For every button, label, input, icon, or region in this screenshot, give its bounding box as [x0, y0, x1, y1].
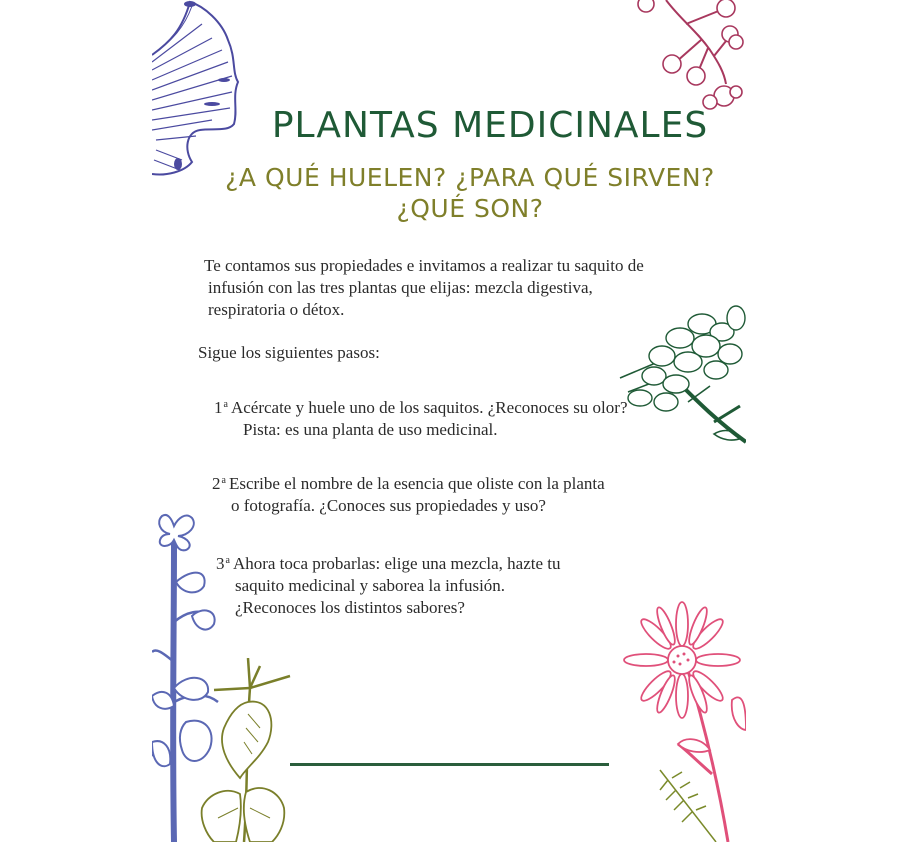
- step-text-line: Acércate y huele uno de los saquitos. ¿Reconoces su olor?: [230, 398, 628, 417]
- pink-flower-branch-illustration: [626, 0, 746, 115]
- subtitle-line-1: ¿A QUÉ HUELEN? ¿PARA QUÉ SIRVEN?: [225, 163, 715, 192]
- step-text-line: Escribe el nombre de la esencia que oliste con la planta: [228, 474, 605, 493]
- subtitle-line-2: ¿QUÉ SON?: [396, 194, 544, 223]
- step-number: 3: [216, 554, 225, 573]
- intro-line-1: Te contamos sus propiedades e invitamos a realizar tu saquito de: [204, 256, 644, 275]
- step-2: [212, 470, 605, 517]
- intro-line-3: respiratoria o détox.: [208, 300, 345, 319]
- pink-daisy-illustration: [620, 600, 746, 842]
- green-flower-cluster-illustration: [618, 302, 746, 454]
- step-number: 2: [212, 474, 221, 493]
- steps-heading: Sigue los siguientes pasos:: [198, 343, 380, 362]
- step-3: [216, 550, 561, 619]
- ginkgo-leaf-illustration: [152, 0, 242, 178]
- nettle-illustration: [200, 658, 295, 842]
- intro-line-2: infusión con las tres plantas que elijas: mezcla digestiva,: [208, 278, 593, 297]
- step-ordinal: a: [221, 475, 226, 486]
- step-1: [214, 394, 628, 441]
- page-title: PLANTAS MEDICINALES: [271, 105, 709, 146]
- step-text-line: o fotografía. ¿Conoces sus propiedades y uso?: [231, 496, 546, 515]
- answer-write-line: [290, 763, 609, 766]
- step-text-line: Ahora toca probarlas: elige una mezcla, hazte tu: [232, 554, 561, 573]
- step-text-line: ¿Reconoces los distintos sabores?: [235, 598, 465, 617]
- page-subtitle: [150, 162, 750, 224]
- step-ordinal: a: [225, 555, 230, 566]
- step-text-line: Pista: es una planta de uso medicinal.: [243, 420, 498, 439]
- step-text-line: saquito medicinal y saborea la infusión.: [235, 576, 506, 595]
- step-number: 1: [214, 398, 223, 417]
- step-ordinal: a: [223, 399, 228, 410]
